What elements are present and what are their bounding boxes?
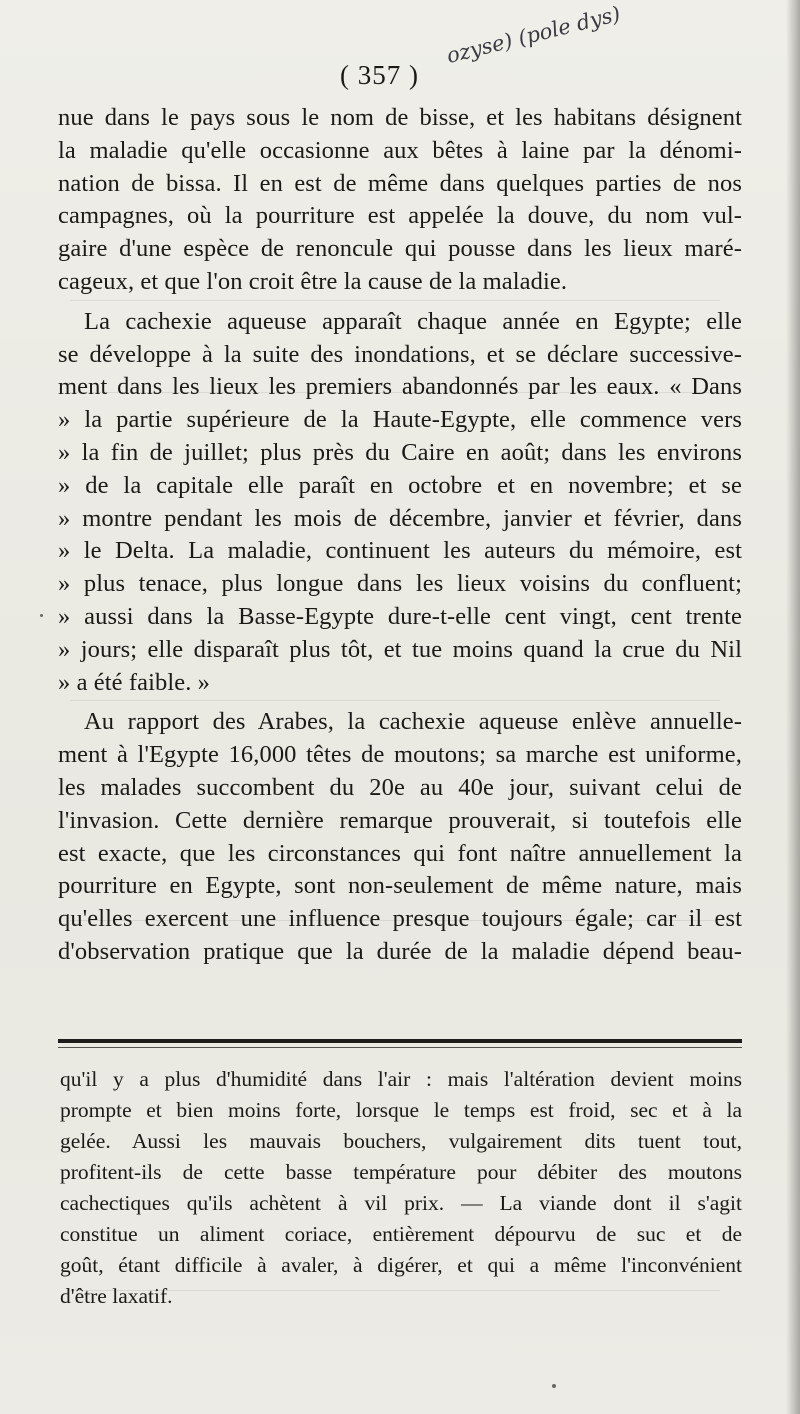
page-number: ( 357 ) xyxy=(340,60,419,90)
text-line: Au rapport des Arabes, la cachexie aqueuse enlève annuelle- xyxy=(84,708,742,736)
text-line: d'observation pratique que la durée de la maladie dépend beau- xyxy=(58,937,742,965)
text-line: » de la capitale elle paraît en octobre et en novembre; et se xyxy=(58,471,742,499)
text-line: » a été faible. » xyxy=(58,668,211,696)
page-edge-shadow xyxy=(786,0,800,1414)
text-line: La cachexie aqueuse apparaît chaque année en Egypte; elle xyxy=(84,307,742,335)
footnote-line: constitue un aliment coriace, entièrement dépourvu de suc et de xyxy=(60,1222,742,1246)
text-line: la maladie qu'elle occasionne aux bêtes à laine par la dénomi- xyxy=(58,136,742,164)
text-line: » aussi dans la Basse-Egypte dure-t-elle cent vingt, cent trente xyxy=(58,602,742,630)
text-line: » le Delta. La maladie, continuent les auteurs du mémoire, est xyxy=(58,537,742,565)
footnote-line: qu'il y a plus d'humidité dans l'air : mais l'altération devient moins xyxy=(60,1067,742,1091)
text-line: » montre pendant les mois de décembre, janvier et février, dans xyxy=(58,504,742,532)
footnote-line: profitent-ils de cette basse température pour débiter des moutons xyxy=(60,1160,742,1184)
text-line: » jours; elle disparaît plus tôt, et tue moins quand la crue du Nil xyxy=(58,635,742,663)
footnote-line: goût, étant difficile à avaler, à digérer, et qui a même l'inconvénient xyxy=(60,1253,742,1277)
footnote-line: gelée. Aussi les mauvais bouchers, vulgairement dits tuent tout, xyxy=(60,1129,742,1153)
text-line: est exacte, que les circonstances qui font naître annuellement la xyxy=(58,839,742,867)
text-line: qu'elles exercent une influence presque toujours égale; car il est xyxy=(58,905,742,933)
text-line: » plus tenace, plus longue dans les lieux voisins du confluent; xyxy=(58,570,742,598)
footnote-line: prompte et bien moins forte, lorsque le temps est froid, sec et à la xyxy=(60,1098,742,1122)
text-line: les malades succombent du 20e au 40e jour, suivant celui de xyxy=(58,773,742,801)
text-line: ment dans les lieux les premiers abandonnés par les eaux. « Dans xyxy=(58,373,742,401)
footnote-line: cachectiques qu'ils achètent à vil prix. — La viande dont il s'agit xyxy=(60,1191,742,1215)
text-line: l'invasion. Cette dernière remarque prouverait, si toutefois elle xyxy=(58,806,742,834)
text-line: nation de bissa. Il en est de même dans quelques parties de nos xyxy=(58,169,742,197)
main-text xyxy=(58,102,742,969)
text-line: campagnes, où la pourriture est appelée la douve, du nom vul- xyxy=(58,202,742,230)
footnote-rule xyxy=(58,1039,742,1043)
text-line: pourriture en Egypte, sont non-seulement de même nature, mais xyxy=(58,872,742,900)
handwritten-annotation: ozyse) (pole dys) xyxy=(444,1,623,68)
text-line: ment à l'Egypte 16,000 têtes de moutons; sa marche est uniforme, xyxy=(58,741,742,769)
text-line: cageux, et que l'on croit être la cause de la maladie. xyxy=(58,267,568,295)
text-line: gaire d'une espèce de renoncule qui pousse dans les lieux maré- xyxy=(58,235,742,263)
footnote-text xyxy=(60,1064,742,1312)
footnote-rule-thin xyxy=(58,1047,742,1048)
ink-speck xyxy=(552,1384,556,1388)
text-line: » la fin de juillet; plus près du Caire en août; dans les environs xyxy=(58,438,742,466)
text-line: » la partie supérieure de la Haute-Egypte, elle commence vers xyxy=(58,406,742,434)
footnote-line: d'être laxatif. xyxy=(60,1284,173,1308)
ink-speck xyxy=(40,614,43,617)
page-header xyxy=(340,1,680,104)
text-line: se développe à la suite des inondations, et se déclare successive- xyxy=(58,340,742,368)
text-line: nue dans le pays sous le nom de bisse, et les habitans désignent xyxy=(58,104,742,131)
